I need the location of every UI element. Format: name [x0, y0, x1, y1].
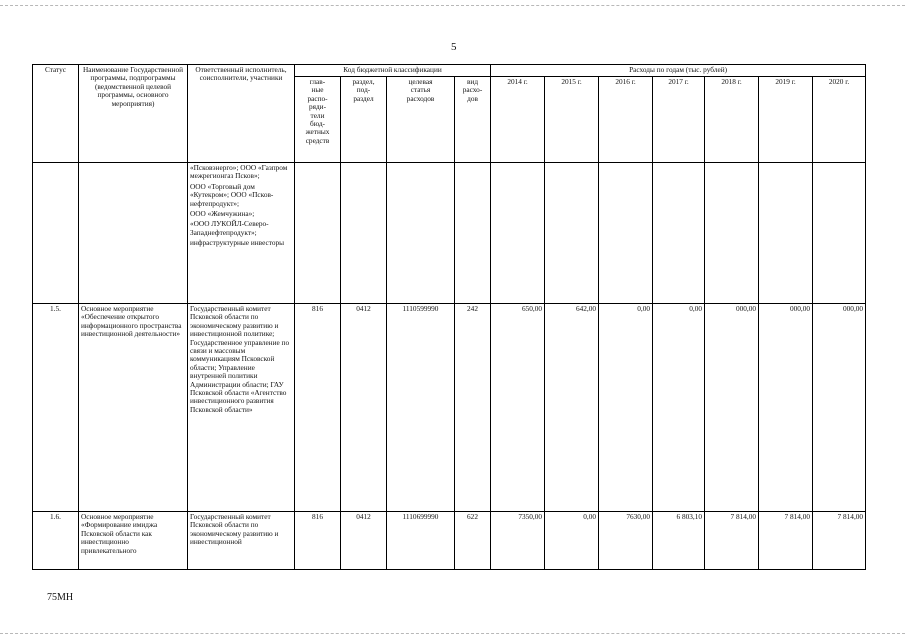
document-code: 75МН	[47, 592, 74, 603]
header-grbs: глав- ные распо- ряди- тели бюд- жетных средств	[295, 77, 341, 163]
header-row-1	[33, 65, 866, 77]
header-budget-code: Код бюджетной классификации	[295, 65, 491, 77]
executor-part: «Псковэнерго»; ООО «Газпром межрегионгаз Псков»;	[190, 163, 288, 181]
executor-cell	[188, 163, 295, 304]
expense-type-cell: 242	[455, 304, 491, 512]
expense-type-cell: 622	[455, 512, 491, 570]
executor-cell: Государственный комитет Псковской области по экономическому развитию и инвестиционной	[188, 512, 295, 570]
amount-cell: 000,00	[813, 304, 866, 512]
amount-cell: 0,00	[545, 512, 599, 570]
amount-cell: 000,00	[705, 304, 759, 512]
amount-cell: 7 814,00	[759, 512, 813, 570]
amount-cell: 642,00	[545, 304, 599, 512]
header-section: раздел, под- раздел	[341, 77, 387, 163]
executor-part: ООО «Жемчужина»;	[190, 208, 255, 218]
table-row	[33, 304, 866, 512]
amount-cell: 0,00	[653, 304, 705, 512]
header-year: 2018 г.	[705, 77, 759, 163]
header-year: 2015 г.	[545, 77, 599, 163]
header-executor: Ответственный исполнитель, соисполнители, участники	[188, 65, 295, 163]
program-name-cell: Основное мероприятие «Обеспечение открытого информационного пространства инвестиционной деятельности»	[79, 304, 188, 512]
page-number: 5	[451, 41, 457, 53]
grbs-cell: 816	[295, 304, 341, 512]
table-row	[33, 512, 866, 570]
header-target-article: целевая статья расходов	[387, 77, 455, 163]
header-year: 2016 г.	[599, 77, 653, 163]
executor-part: инфраструктурные инвесторы	[190, 238, 285, 248]
section-cell: 0412	[341, 304, 387, 512]
header-year: 2017 г.	[653, 77, 705, 163]
scan-edge-bottom	[0, 633, 905, 634]
status-cell: 1.5.	[33, 304, 79, 512]
budget-expenses-table	[32, 64, 866, 570]
status-cell: 1.6.	[33, 512, 79, 570]
header-expenses: Расходы по годам (тыс. рублей)	[491, 65, 866, 77]
table-row-continuation	[33, 163, 866, 304]
amount-cell: 6 803,10	[653, 512, 705, 570]
header-name: Наименование Государственной программы, подпрограммы (ведомственной целевой программы, основного мероприятия)	[79, 65, 188, 163]
executor-part: ООО «Торговый дом «Кутекром»; ООО «Псков-нефтепродукт»;	[190, 181, 274, 208]
program-name-cell: Основное мероприятие «Формирование имиджа Псковской области как инвестиционно привлекательного	[79, 512, 188, 570]
header-year: 2014 г.	[491, 77, 545, 163]
executor-cell: Государственный комитет Псковской области по экономическому развитию и инвестиционной политике; Государственное управление по связи и массовым коммуникациям Псковской области; Управление внутренней политики Администрации области; ГАУ Псковской области «Агентство инвестиционного развития Псковской области»	[188, 304, 295, 512]
target-article-cell: 1110599990	[387, 304, 455, 512]
amount-cell: 7350,00	[491, 512, 545, 570]
amount-cell: 000,00	[759, 304, 813, 512]
header-year: 2019 г.	[759, 77, 813, 163]
amount-cell: 7 814,00	[813, 512, 866, 570]
amount-cell: 650,00	[491, 304, 545, 512]
amount-cell: 7630,00	[599, 512, 653, 570]
section-cell: 0412	[341, 512, 387, 570]
scan-edge-top	[0, 5, 905, 6]
grbs-cell: 816	[295, 512, 341, 570]
header-status: Статус	[33, 65, 79, 163]
amount-cell: 0,00	[599, 304, 653, 512]
target-article-cell: 1110699990	[387, 512, 455, 570]
amount-cell: 7 814,00	[705, 512, 759, 570]
executor-part: «ООО ЛУКОЙЛ-Северо-Западнефтепродукт»;	[190, 219, 269, 237]
header-year: 2020 г.	[813, 77, 866, 163]
header-expense-type: вид расхо- дов	[455, 77, 491, 163]
